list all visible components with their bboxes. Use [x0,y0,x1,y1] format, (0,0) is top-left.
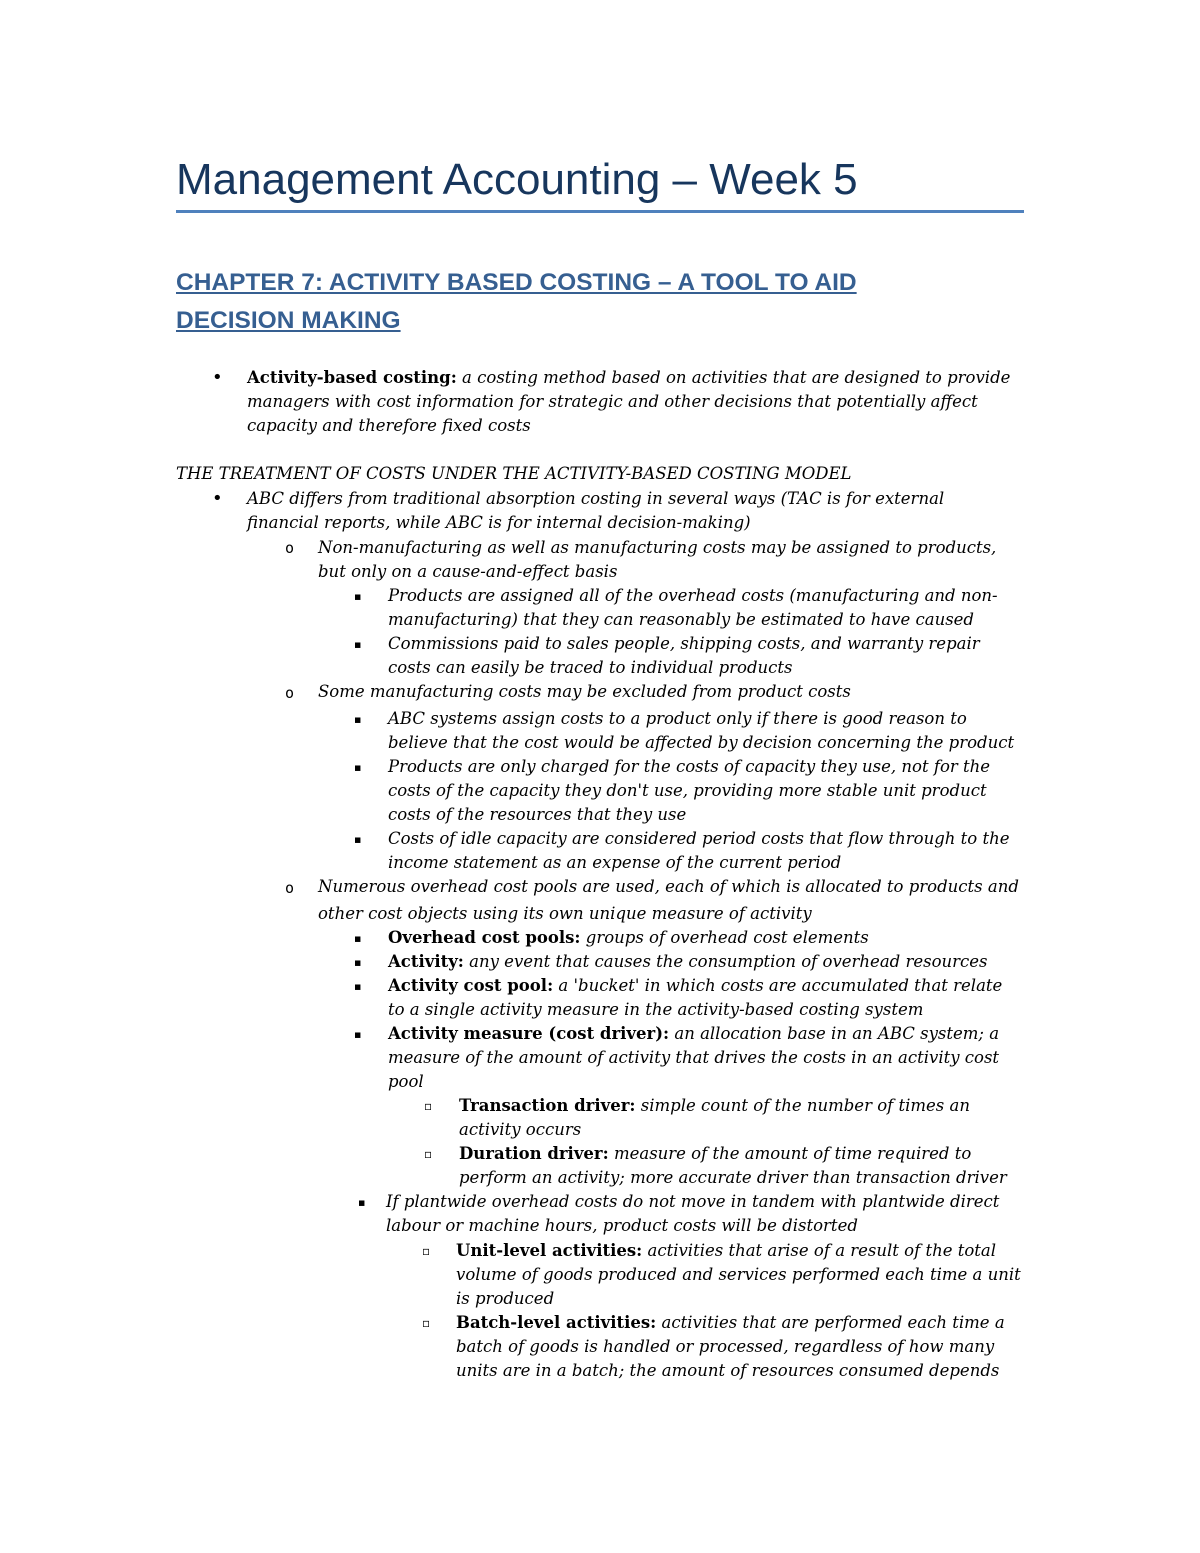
definition-unit-level-activities [456,1239,996,1263]
definition-text: any event that causes the consumption of overhead resources [463,952,988,971]
definition-overhead-cost-pools [388,926,869,950]
list-item-text: ABC systems assign costs to a product only if there is good reason to [388,709,967,728]
definition-text: an allocation base in an ABC system; a [669,1024,1000,1043]
title-underline [176,210,1024,213]
text-line [459,1166,1007,1190]
term: Activity: [388,952,464,971]
definition-text: is produced [456,1289,555,1308]
definition-text: managers with cost information for strategic and other decisions that potentially affect [247,392,978,411]
list-item-text: costs can easily be traced to individual products [388,658,793,677]
list-item-text: Costs of idle capacity are considered period costs that flow through to the [388,829,1010,848]
chapter-heading-line-1: CHAPTER 7: ACTIVITY BASED COSTING – A TOOL TO AID [176,269,857,296]
text-line [388,731,1014,755]
list-item-text: Products are only charged for the costs of capacity they use, not for the [388,757,991,776]
definition-text: batch of goods is handled or processed, regardless of how many [456,1337,995,1356]
bullet-icon: • [212,488,223,509]
text-line [247,414,531,438]
list-item-text: Numerous overhead cost pools are used, each of which is allocated to products and [318,877,1019,896]
text-line [388,707,967,731]
definition-text: activities that are performed each time a [656,1313,1005,1332]
definition-activity-cost-pool [388,974,1002,998]
circle-bullet-icon: o [285,879,295,897]
text-line [388,755,990,779]
list-item-text: but only on a cause-and-effect basis [318,562,618,581]
term: Batch-level activities: [456,1313,657,1332]
text-line [247,511,751,535]
list-item-text: labour or machine hours, product costs will be distorted [386,1216,858,1235]
square-bullet-icon: ▪ [354,1028,362,1041]
definition-text: groups of overhead cost elements [580,928,869,947]
square-bullet-icon: ▪ [354,638,362,651]
hollow-square-bullet-icon: ▫ [422,1244,431,1258]
text-line [388,1046,999,1070]
text-line [456,1287,554,1311]
definition-text: activities that arise of a result of the total [642,1241,997,1260]
text-line [318,680,851,704]
list-item-text: Commissions paid to sales people, shipping costs, and warranty repair [388,634,980,653]
square-bullet-icon: ▪ [358,1196,366,1209]
definition-duration-driver [459,1142,971,1166]
definition-activity [388,950,988,974]
list-item-text: financial reports, while ABC is for internal decision-making) [247,513,751,532]
text-line [318,560,617,584]
text-line [456,1359,999,1383]
definition-text: capacity and therefore fixed costs [247,416,531,435]
term: Duration driver: [459,1144,609,1163]
section-heading [176,462,852,486]
list-item-text: Products are assigned all of the overhead costs (manufacturing and non- [388,586,998,605]
definition-text: simple count of the number of times an [635,1096,970,1115]
definition-activity-measure [388,1022,999,1046]
definition-text: perform an activity; more accurate driver than transaction driver [459,1168,1007,1187]
list-item-text: believe that the cost would be affected by decision concerning the product [388,733,1015,752]
text-line [388,608,974,632]
hollow-square-bullet-icon: ▫ [422,1316,431,1330]
definition-text: measure of the amount of time required to [608,1144,972,1163]
text-line [388,632,980,656]
square-bullet-icon: ▪ [354,956,362,969]
definition-text: units are in a batch; the amount of resources consumed depends [456,1361,1000,1380]
term: Unit-level activities: [456,1241,643,1260]
definition-transaction-driver [459,1094,970,1118]
term: Overhead cost pools: [388,928,581,947]
circle-bullet-icon: o [285,539,295,557]
definition-activity-based-costing [247,366,1010,390]
list-item-text: Some manufacturing costs may be excluded from product costs [318,682,851,701]
definition-batch-level-activities [456,1311,1005,1335]
text-line [388,803,686,827]
list-item-text: If plantwide overhead costs do not move in tandem with plantwide direct [386,1192,1000,1211]
term: Activity cost pool: [388,976,554,995]
hollow-square-bullet-icon: ▫ [424,1147,433,1161]
text-line [388,656,792,680]
definition-text: to a single activity measure in the activity-based costing system [388,1000,924,1019]
text-line [459,1118,581,1142]
text-line [318,536,996,560]
text-line [247,487,944,511]
list-item-text: manufacturing) that they can reasonably be estimated to have caused [388,610,974,629]
text-line [247,390,978,414]
term: Activity-based costing: [247,368,457,387]
text-line [318,902,812,926]
list-item-text: costs of the capacity they don't use, providing more stable unit product [388,781,987,800]
bullet-icon: • [212,367,223,388]
text-line [388,1070,424,1094]
definition-text: volume of goods produced and services performed each time a unit [456,1265,1021,1284]
document-title: Management Accounting – Week 5 [176,155,858,204]
list-item-text: Non-manufacturing as well as manufacturing costs may be assigned to products, [318,538,997,557]
term: Activity measure (cost driver): [388,1024,670,1043]
list-item-text: income statement as an expense of the current period [388,853,842,872]
text-line [388,851,841,875]
list-item-text: ABC differs from traditional absorption costing in several ways (TAC is for external [247,489,945,508]
text-line [456,1335,994,1359]
hollow-square-bullet-icon: ▫ [424,1099,433,1113]
definition-text: a 'bucket' in which costs are accumulated that relate [553,976,1003,995]
text-line [388,827,1010,851]
definition-text: pool [388,1072,424,1091]
square-bullet-icon: ▪ [354,932,362,945]
text-line [388,998,923,1022]
text-line [386,1214,858,1238]
square-bullet-icon: ▪ [354,980,362,993]
chapter-heading-line-2: DECISION MAKING [176,307,401,334]
circle-bullet-icon: o [285,684,295,702]
definition-text: a costing method based on activities that are designed to provide [456,368,1011,387]
square-bullet-icon: ▪ [354,590,362,603]
term: Transaction driver: [459,1096,636,1115]
text-line [388,779,987,803]
text-line [386,1190,999,1214]
text-line [456,1263,1021,1287]
text-line [388,584,998,608]
square-bullet-icon: ▪ [354,833,362,846]
section-heading-text: THE TREATMENT OF COSTS UNDER THE ACTIVITY-BASED COSTING MODEL [176,464,852,483]
list-item-text: other cost objects using its own unique measure of activity [318,904,812,923]
square-bullet-icon: ▪ [354,761,362,774]
definition-text: activity occurs [459,1120,582,1139]
text-line [318,875,1019,899]
definition-text: measure of the amount of activity that drives the costs in an activity cost [388,1048,1000,1067]
square-bullet-icon: ▪ [354,713,362,726]
list-item-text: costs of the resources that they use [388,805,687,824]
